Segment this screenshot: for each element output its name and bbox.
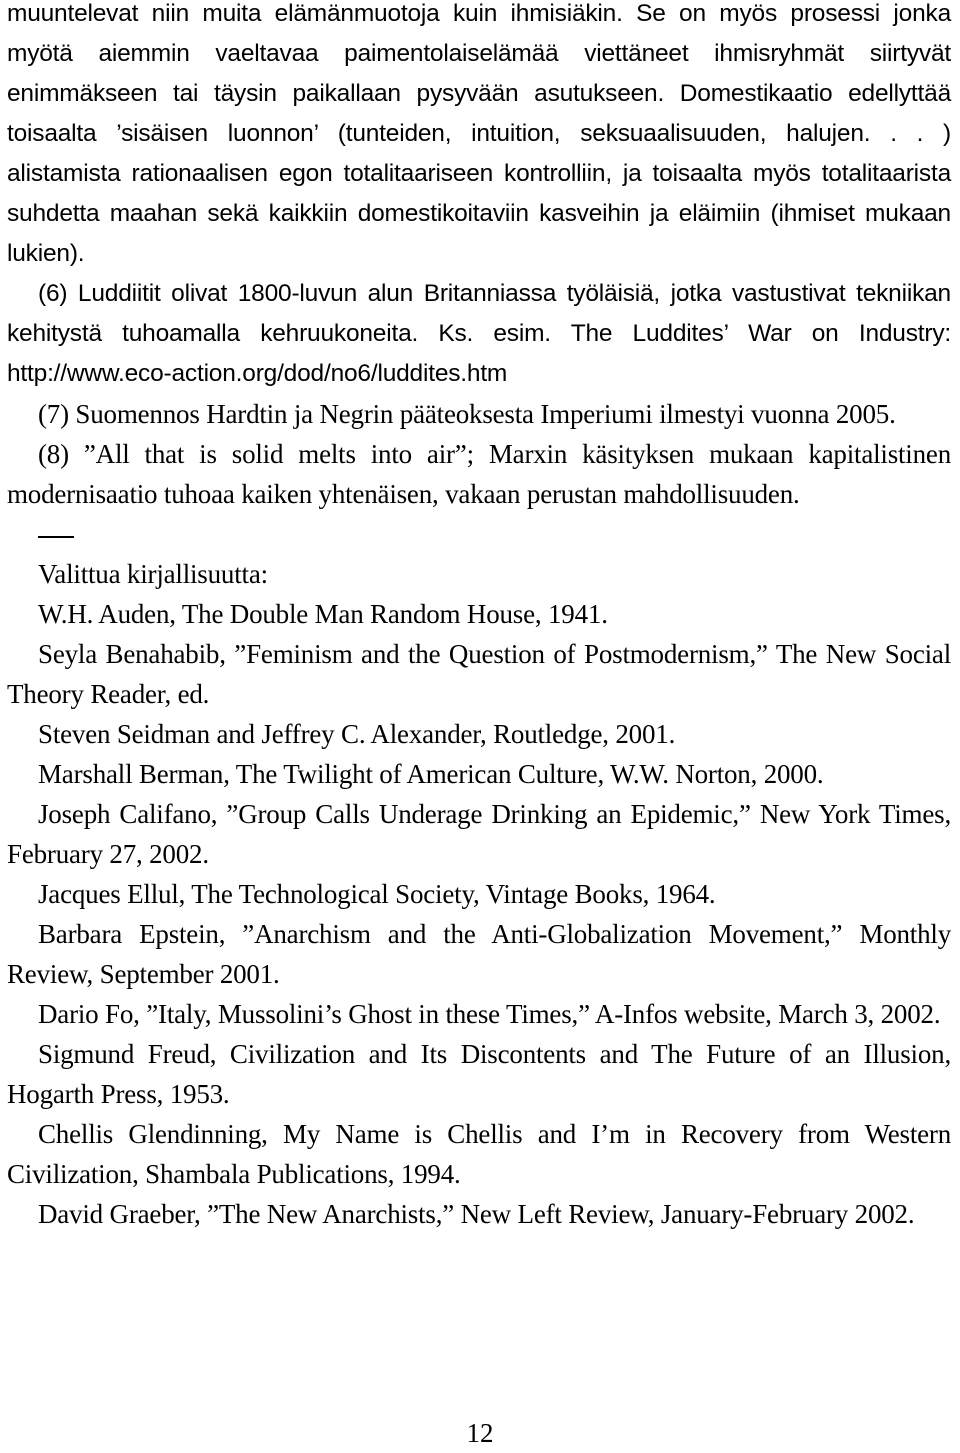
document-page: [7, 0, 951, 1234]
bibliography-entry: Dario Fo, ”Italy, Mussolini’s Ghost in these Times,” A-Infos website, March 3, 2002.: [38, 999, 941, 1029]
body-paragraph: muuntelevat niin muita elämänmuotoja kuin ihmisiäkin. Se on myös prosessi jonka myötä aiemmin vaeltavaa paimentolaiselämää viettäneet ihmisryhmät siirtyvät enimmäkseen tai täysin paikallaan pysyvään asutukseen. Domestikaatio edellyttää toisaalta ’sisäisen luonnon’ (tunteiden, intuition, seksuaalisuuden, halujen. . . ) alistamista rationaalisen egon totalitaariseen kontrolliin, ja toisaalta myös totalitaarista suhdetta maahan sekä kaikkiin domestikoitaviin kasveihin ja eläimiin (ihmiset mukaan lukien).: [7, 0, 951, 267]
footnote-7: (7) Suomennos Hardtin ja Negrin pääteoksesta Imperiumi ilmestyi vuonna 2005.: [38, 399, 896, 429]
bibliography-entry: Jacques Ellul, The Technological Society, Vintage Books, 1964.: [38, 879, 716, 909]
bibliography-entry: David Graeber, ”The New Anarchists,” New Left Review, January-February 2002.: [38, 1199, 915, 1229]
bibliography-entry: W.H. Auden, The Double Man Random House, 1941.: [38, 599, 608, 629]
bibliography-entry: Steven Seidman and Jeffrey C. Alexander, Routledge, 2001.: [38, 719, 676, 749]
separator-dash: [38, 536, 74, 538]
footnote-6: (6) Luddiitit olivat 1800-luvun alun Britanniassa työläisiä, jotka vastustivat tekniikan kehitystä tuhoamalla kehruukoneita. Ks. esim. The Luddites’ War on Industry: http://www.eco-action.org/dod/no6/luddites.htm: [7, 280, 951, 387]
bibliography-entry: Marshall Berman, The Twilight of American Culture, W.W. Norton, 2000.: [38, 759, 824, 789]
bibliography-entry: Barbara Epstein, ”Anarchism and the Anti-Globalization Movement,” Monthly Review, September 2001.: [7, 919, 951, 989]
bibliography-entry: Sigmund Freud, Civilization and Its Discontents and The Future of an Illusion, Hogarth Press, 1953.: [7, 1039, 951, 1109]
bibliography-entry: Joseph Califano, ”Group Calls Underage Drinking an Epidemic,” New York Times, February 27, 2002.: [7, 799, 951, 869]
section-separator: [7, 514, 951, 554]
bibliography-entry: Chellis Glendinning, My Name is Chellis and I’m in Recovery from Western Civilization, Shambala Publications, 1994.: [7, 1119, 951, 1189]
bibliography-entry: Seyla Benahabib, ”Feminism and the Question of Postmodernism,” The New Social Theory Reader, ed.: [7, 639, 951, 709]
page-number: 12: [466, 1418, 494, 1448]
bibliography-heading: Valittua kirjallisuutta:: [38, 559, 268, 589]
footnote-8: (8) ”All that is solid melts into air”; Marxin käsityksen mukaan kapitalistinen modernisaatio tuhoaa kaiken yhtenäisen, vakaan perustan mahdollisuuden.: [7, 439, 951, 509]
